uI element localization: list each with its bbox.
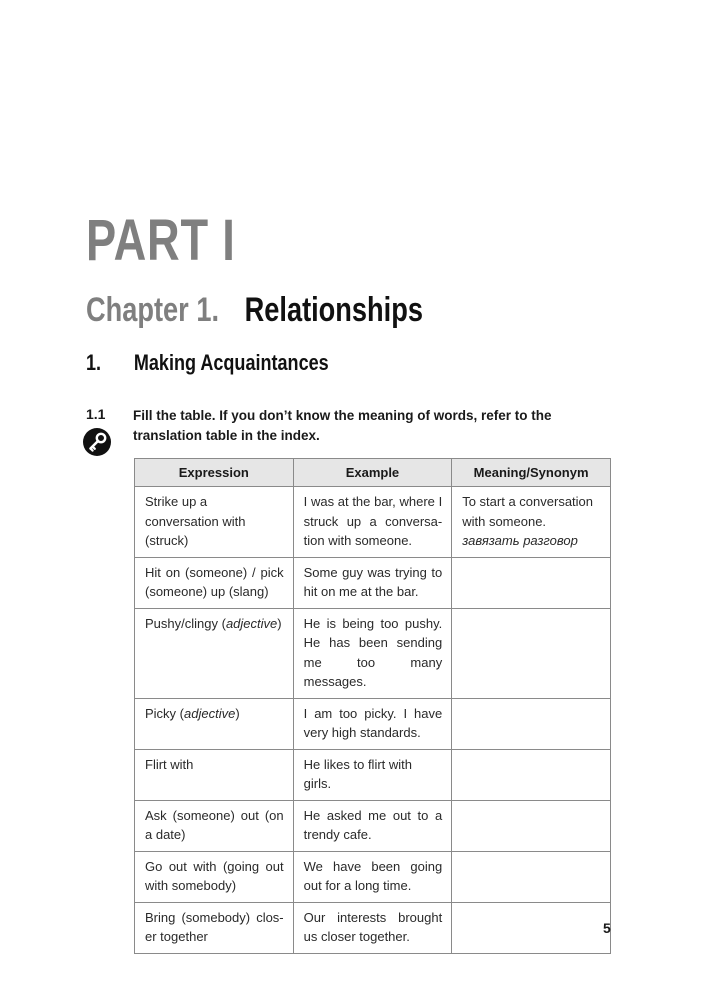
header-expression: Expression	[135, 459, 294, 487]
table-row	[135, 487, 611, 558]
meaning-cell[interactable]	[452, 557, 611, 608]
meaning-cell[interactable]	[452, 851, 611, 902]
example-cell: He is being too pushy. He has been sending me too many messages.	[293, 608, 452, 698]
section-heading	[86, 352, 329, 374]
table-row	[135, 557, 611, 608]
expression-note: adjective	[184, 705, 236, 721]
section-number: 1.	[86, 350, 102, 375]
meaning-text: To start a conversation with someone.	[462, 494, 594, 529]
key-icon	[83, 428, 111, 456]
expression-cell: Strike up a conversation with (struck)	[135, 487, 294, 558]
part-title: PART I	[86, 208, 236, 273]
example-cell: Our interests brought us closer together.	[293, 902, 452, 953]
example-cell: I was at the bar, where I struck up a conversa-tion with someone.	[293, 487, 452, 558]
section-title: Making Acquaintances	[133, 350, 329, 375]
expression-close-paren: )	[235, 705, 240, 721]
meaning-cell[interactable]	[452, 800, 611, 851]
expression-cell: Flirt with	[135, 749, 294, 800]
table-row	[135, 800, 611, 851]
table-header-row	[135, 459, 611, 487]
example-cell: Some guy was trying to hit on me at the bar.	[293, 557, 452, 608]
expression-cell: Hit on (someone) / pick (someone) up (slang)	[135, 557, 294, 608]
meaning-cell[interactable]	[452, 902, 611, 953]
chapter-heading	[86, 293, 423, 327]
meaning-cell[interactable]	[452, 608, 611, 698]
expression-note: adjective	[225, 615, 278, 631]
meaning-cell[interactable]	[452, 698, 611, 749]
table-row	[135, 608, 611, 698]
expression-cell: Ask (someone) out (on a date)	[135, 800, 294, 851]
exercise-instruction: Fill the table. If you don’t know the meaning of words, refer to the translation table in the index.	[133, 408, 552, 443]
expression-text: Picky	[145, 705, 180, 721]
table-row	[135, 902, 611, 953]
expression-cell	[135, 608, 294, 698]
expression-close-paren: )	[277, 615, 282, 631]
table-row	[135, 851, 611, 902]
header-example: Example	[293, 459, 452, 487]
example-cell: I am too picky. I have very high standards.	[293, 698, 452, 749]
expression-cell	[135, 698, 294, 749]
meaning-translation: завязать разговор	[462, 533, 578, 548]
example-cell: He likes to flirt with girls.	[293, 749, 452, 800]
chapter-title: Relationships	[244, 291, 423, 329]
example-cell: He asked me out to a trendy cafe.	[293, 800, 452, 851]
expression-open-paren: (	[179, 705, 185, 721]
expression-cell: Go out with (going out with somebody)	[135, 851, 294, 902]
expression-open-paren: (	[221, 615, 226, 631]
exercise-number: 1.1	[86, 406, 106, 422]
table-row	[135, 698, 611, 749]
page-number: 5	[603, 920, 611, 936]
meaning-cell[interactable]	[452, 749, 611, 800]
meaning-cell[interactable]	[452, 487, 611, 558]
header-meaning: Meaning/Synonym	[452, 459, 611, 487]
expression-text: Pushy/clingy	[145, 615, 222, 631]
chapter-number: Chapter 1.	[86, 291, 220, 329]
table-row	[135, 749, 611, 800]
expression-cell: Bring (somebody) clos-er together	[135, 902, 294, 953]
vocabulary-table	[134, 458, 611, 954]
example-cell: We have been going out for a long time.	[293, 851, 452, 902]
